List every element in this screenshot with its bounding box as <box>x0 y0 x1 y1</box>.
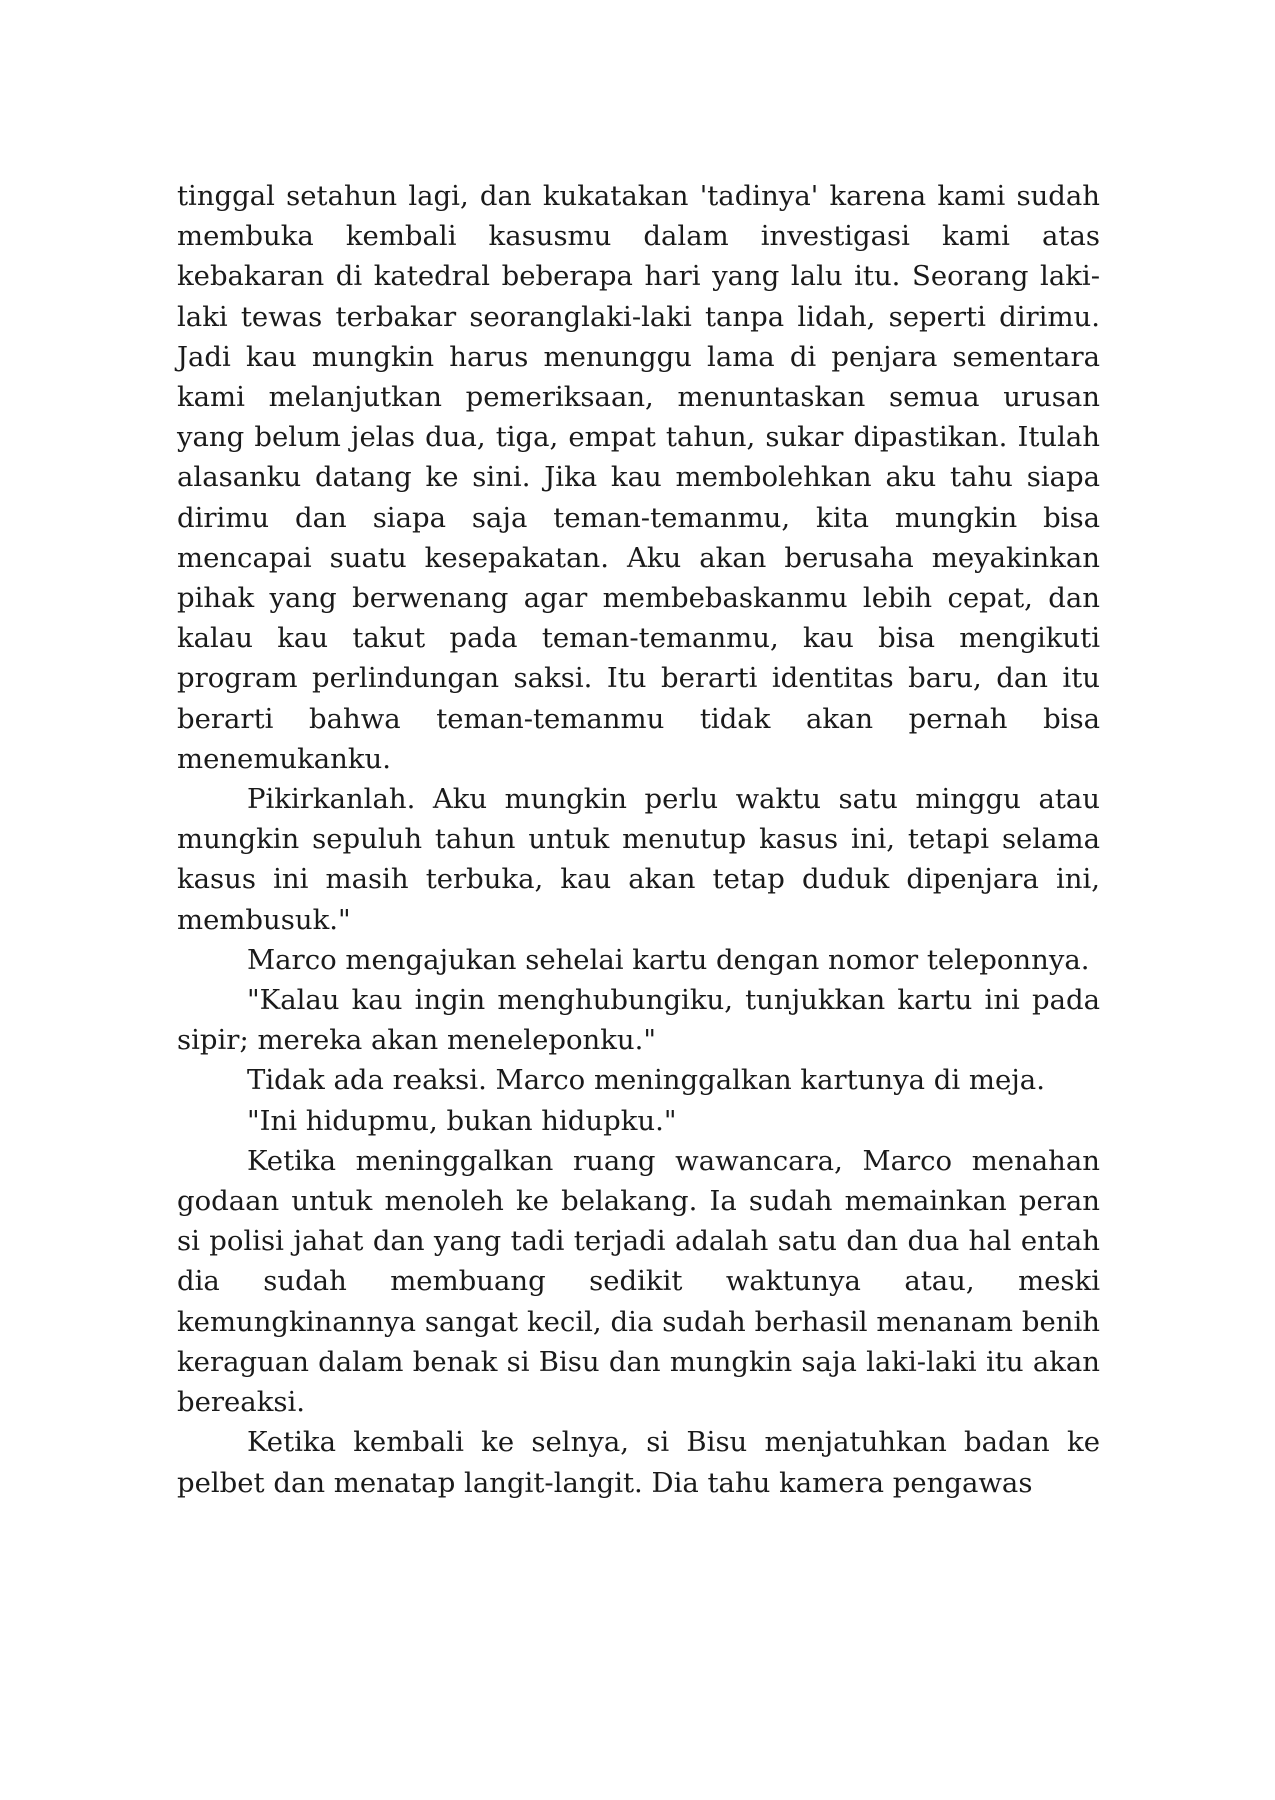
paragraph-tidak-ada-reaksi: Tidak ada reaksi. Marco meninggalkan kartunya di meja. <box>247 1064 1045 1097</box>
paragraph-kalau-kau: "Kalau kau ingin menghubungiku, tunjukkan kartu ini pada sipir; mereka akan meneleponku." <box>177 984 1100 1057</box>
paragraph-pikirkanlah: Pikirkanlah. Aku mungkin perlu waktu satu minggu atau mungkin sepuluh tahun untuk menutup kasus ini, tetapi selama kasus ini masih terbuka, kau akan tetap duduk dipenjara ini, membusuk." <box>177 783 1100 936</box>
paragraph-marco-card: Marco mengajukan sehelai kartu dengan nomor teleponnya. <box>247 943 1090 976</box>
page-body <box>177 176 1100 1503</box>
paragraph-ini-hidupmu: "Ini hidupmu, bukan hidupku." <box>247 1104 677 1137</box>
paragraph-ketika-kembali: Ketika kembali ke selnya, si Bisu menjatuhkan badan ke pelbet dan menatap langit-langit. Dia tahu kamera pengawas <box>177 1426 1100 1499</box>
paragraph-ketika-meninggalkan: Ketika meninggalkan ruang wawancara, Marco menahan godaan untuk menoleh ke belakang. Ia sudah memainkan peran si polisi jahat dan yang tadi terjadi adalah satu dan dua hal entah dia sudah membuang sedikit waktunya atau, meski kemungkinannya sangat kecil, dia sudah berhasil menanam benih keraguan dalam benak si Bisu dan mungkin saja laki-laki itu akan bereaksi. <box>177 1144 1100 1419</box>
paragraph-continuation: tinggal setahun lagi, dan kukatakan 'tadinya' karena kami sudah membuka kembali kasusmu dalam investigasi kami atas kebakaran di katedral beberapa hari yang lalu itu. Seorang laki-laki tewas terbakar seoranglaki-laki tanpa lidah, seperti dirimu. Jadi kau mungkin harus menunggu lama di penjara sementara kami melanjutkan pemeriksaan, menuntaskan semua urusan yang belum jelas dua, tiga, empat tahun, sukar dipastikan. Itulah alasanku datang ke sini. Jika kau membolehkan aku tahu siapa dirimu dan siapa saja teman-temanmu, kita mungkin bisa mencapai suatu kesepakatan. Aku akan berusaha meyakinkan pihak yang berwenang agar membebaskanmu lebih cepat, dan kalau kau takut pada teman-temanmu, kau bisa mengikuti program perlindungan saksi. Itu berarti identitas baru, dan itu berarti bahwa teman-temanmu tidak akan pernah bisa menemukanku. <box>177 180 1100 775</box>
